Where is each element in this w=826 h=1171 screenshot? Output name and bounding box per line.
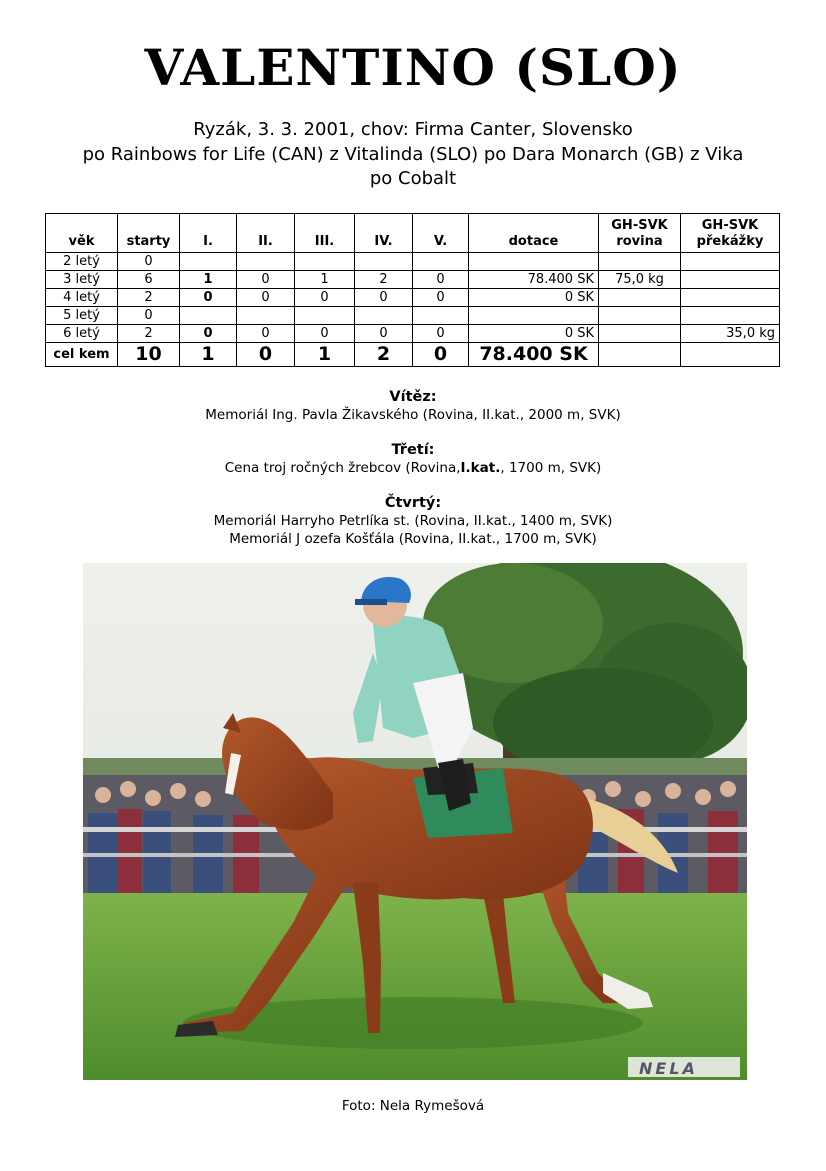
winner-heading: Vítěz: bbox=[389, 389, 437, 405]
fourth-heading: Čtvrtý: bbox=[384, 495, 442, 511]
cell-first bbox=[180, 253, 237, 271]
third-race-text-end: , 1700 m, SVK) bbox=[500, 460, 602, 476]
cell-fifth bbox=[413, 253, 469, 271]
cell-fifth: 0 bbox=[413, 289, 469, 307]
cell-first: 0 bbox=[180, 325, 237, 343]
total-second: 0 bbox=[237, 343, 295, 367]
total-third: 1 bbox=[295, 343, 355, 367]
cell-first bbox=[180, 307, 237, 325]
cell-age: 6 letý bbox=[46, 325, 118, 343]
cell-third bbox=[295, 253, 355, 271]
grass bbox=[83, 893, 747, 1080]
cell-gh-hurdles: 35,0 kg bbox=[681, 325, 780, 343]
cell-gh-flat bbox=[599, 325, 681, 343]
cell-gh-flat bbox=[599, 307, 681, 325]
third-race-category: I.kat. bbox=[460, 460, 501, 476]
subtitle-line-3: po Cobalt bbox=[369, 168, 457, 189]
table-total-row bbox=[46, 343, 780, 367]
table-row bbox=[46, 307, 780, 325]
total-first: 1 bbox=[180, 343, 237, 367]
cell-age: 2 letý bbox=[46, 253, 118, 271]
cell-second: 0 bbox=[237, 325, 295, 343]
cell-gh-flat bbox=[599, 253, 681, 271]
cell-starts: 0 bbox=[118, 307, 180, 325]
race-results-section bbox=[0, 388, 826, 548]
cell-fifth: 0 bbox=[413, 325, 469, 343]
fourth-race-2: Memoriál J ozefa Košťála (Rovina, II.kat., 1700 m, SVK) bbox=[229, 531, 597, 547]
col-header-gh-hurdles: GH-SVK překážky bbox=[681, 214, 780, 253]
third-race bbox=[0, 459, 826, 477]
table-row bbox=[46, 271, 780, 289]
cell-gh-hurdles bbox=[681, 289, 780, 307]
total-starts: 10 bbox=[118, 343, 180, 367]
cell-third: 1 bbox=[295, 271, 355, 289]
third-race-text-start: Cena troj ročných žrebcov (Rovina, bbox=[224, 460, 461, 476]
col-header-second: II. bbox=[237, 214, 295, 253]
fourth-race-1: Memoriál Harryho Petrlíka st. (Rovina, II.kat., 1400 m, SVK) bbox=[213, 513, 613, 529]
col-header-third: III. bbox=[295, 214, 355, 253]
total-earnings: 78.400 SK bbox=[469, 343, 599, 367]
cell-fourth bbox=[355, 253, 413, 271]
cell-first: 1 bbox=[180, 271, 237, 289]
cell-gh-hurdles bbox=[681, 271, 780, 289]
photo-watermark: NELA bbox=[639, 1059, 698, 1078]
cell-fifth bbox=[413, 307, 469, 325]
cell-fourth: 2 bbox=[355, 271, 413, 289]
race-statistics-table bbox=[45, 213, 780, 367]
cell-starts: 6 bbox=[118, 271, 180, 289]
cell-fourth: 0 bbox=[355, 289, 413, 307]
total-fifth: 0 bbox=[413, 343, 469, 367]
cell-second bbox=[237, 307, 295, 325]
cell-earnings bbox=[469, 307, 599, 325]
col-header-earnings: dotace bbox=[469, 214, 599, 253]
col-header-starts: starty bbox=[118, 214, 180, 253]
cell-earnings bbox=[469, 253, 599, 271]
cell-starts: 2 bbox=[118, 289, 180, 307]
cell-gh-hurdles bbox=[681, 253, 780, 271]
total-gh-flat bbox=[599, 343, 681, 367]
horse-racing-photo bbox=[83, 563, 747, 1080]
table-header-row bbox=[46, 214, 780, 253]
cell-third: 0 bbox=[295, 289, 355, 307]
col-header-fifth: V. bbox=[413, 214, 469, 253]
total-gh-hurdles bbox=[681, 343, 780, 367]
cell-second: 0 bbox=[237, 271, 295, 289]
cell-gh-flat: 75,0 kg bbox=[599, 271, 681, 289]
col-header-gh-flat: GH-SVK rovina bbox=[599, 214, 681, 253]
cell-gh-flat bbox=[599, 289, 681, 307]
cell-fourth: 0 bbox=[355, 325, 413, 343]
cell-starts: 2 bbox=[118, 325, 180, 343]
cell-second bbox=[237, 253, 295, 271]
table-row bbox=[46, 253, 780, 271]
col-header-fourth: IV. bbox=[355, 214, 413, 253]
cell-fourth bbox=[355, 307, 413, 325]
cell-third: 0 bbox=[295, 325, 355, 343]
cell-earnings: 0 SK bbox=[469, 289, 599, 307]
col-header-age: věk bbox=[46, 214, 118, 253]
col-header-first: I. bbox=[180, 214, 237, 253]
total-fourth: 2 bbox=[355, 343, 413, 367]
third-heading: Třetí: bbox=[391, 442, 435, 458]
cell-starts: 0 bbox=[118, 253, 180, 271]
cell-earnings: 0 SK bbox=[469, 325, 599, 343]
photo-credit: Foto: Nela Rymešová bbox=[341, 1098, 485, 1114]
cell-age: 4 letý bbox=[46, 289, 118, 307]
cell-gh-hurdles bbox=[681, 307, 780, 325]
winner-race: Memoriál Ing. Pavla Žikavského (Rovina, II.kat., 2000 m, SVK) bbox=[205, 407, 621, 423]
cell-age: 3 letý bbox=[46, 271, 118, 289]
cell-earnings: 78.400 SK bbox=[469, 271, 599, 289]
cell-second: 0 bbox=[237, 289, 295, 307]
horse-name-title: VALENTINO (SLO) bbox=[144, 38, 682, 97]
cell-first: 0 bbox=[180, 289, 237, 307]
cell-age: 5 letý bbox=[46, 307, 118, 325]
subtitle-line-1: Ryzák, 3. 3. 2001, chov: Firma Canter, Slovensko bbox=[193, 119, 633, 140]
table-row bbox=[46, 289, 780, 307]
pedigree-block bbox=[0, 118, 826, 192]
subtitle-line-2: po Rainbows for Life (CAN) z Vitalinda (SLO) po Dara Monarch (GB) z Vika bbox=[82, 143, 744, 165]
cell-third bbox=[295, 307, 355, 325]
total-label: cel kem bbox=[46, 343, 118, 367]
table-row bbox=[46, 325, 780, 343]
cell-fifth: 0 bbox=[413, 271, 469, 289]
